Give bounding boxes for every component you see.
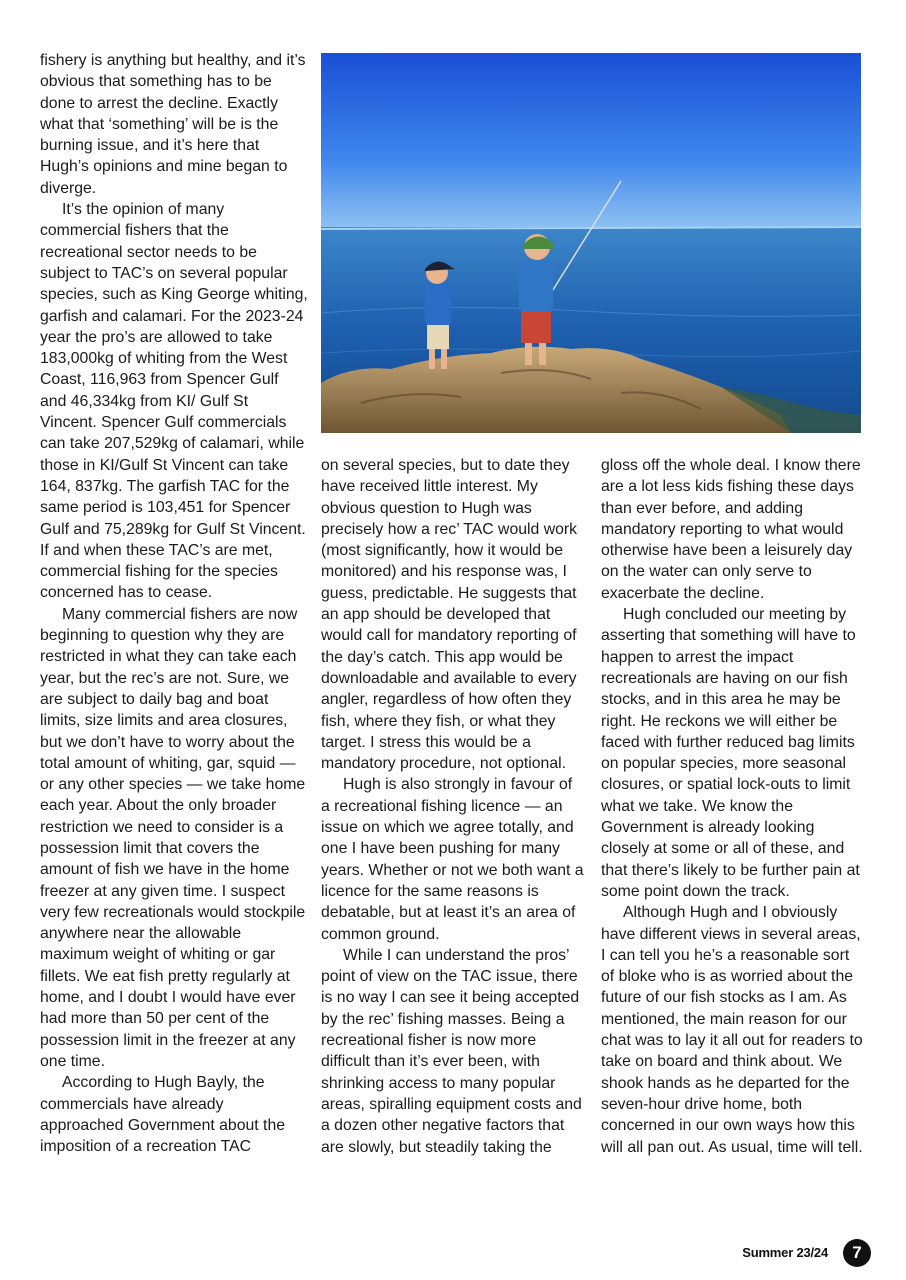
article-column-1 bbox=[40, 50, 308, 1157]
paragraph: gloss off the whole deal. I know there are a lot less kids fishing these days than ever before, and adding mandatory reporting to what would otherwise have been a leisurely day on the water can only serve to exacerbate the decline. bbox=[601, 457, 861, 602]
article-column-3 bbox=[601, 455, 865, 1158]
paragraph: Many commercial fishers are now beginning to question why they are restricted in what they can take each year, but the rec’s are not. Sure, we are subject to daily bag and boat limits, size limits and area closures, but we don’t have to worry about the total amount of whiting, gar, squid — or any other species — we take home each year. About the only broader restriction we need to consider is a possession limit that covers the amount of fish we have in the home freezer at any given time. I suspect very few recreationals would stockpile anywhere near the allowable maximum weight of whiting or gar fillets. We eat fish pretty regularly at home, and I doubt I would have ever had more than 50 per cent of the possession limit in the freezer at any one time. bbox=[40, 605, 306, 1070]
paragraph: on several species, but to date they have received little interest. My obvious question to Hugh was precisely how a rec’ TAC would work (most significantly, how it would be monitored) and his response was, I guess, predictable. He suggests that an app should be developed that would call for mandatory reporting of the day’s catch. This app would be downloadable and available to every angler, regardless of how often they fish, where they fish, or what they target. I stress this would be a mandatory procedure, not optional. bbox=[321, 457, 578, 773]
kids-fishing-photo bbox=[321, 53, 861, 433]
sky bbox=[321, 53, 861, 229]
paragraph: Although Hugh and I obviously have different views in several areas, I can tell you he’s a reasonable sort of bloke who is as worried about the future of our fish stocks as I am. As mentioned, the main reason for our chat was to lay it all out for readers to take on board and think about. We shook hands as he departed for the seven-hour drive home, both concerned in our own ways how this will all pan out. As usual, time will tell. bbox=[601, 904, 863, 1156]
paragraph: According to Hugh Bayly, the commercials have already approached Government about the imposition of a recreation TAC bbox=[40, 1074, 286, 1156]
paragraph: fishery is anything but healthy, and it’s obvious that something has to be done to arrest the decline. Exactly what that ‘something’ will be is the burning issue, and it’s here that Hugh’s opinions and mine began to diverge. bbox=[40, 52, 306, 197]
paragraph: Hugh concluded our meeting by asserting that something will have to happen to arrest the impact recreationals are having on our fish stocks, and in this area he may be right. He reckons we will either be faced with further reduced bag limits on popular species, more seasonal closures, or spatial lock-outs to limit what we take. We know the Government is already looking closely at some or all of these, and that there’s likely to be further pain at some point down the track. bbox=[601, 606, 860, 900]
paragraph: It’s the opinion of many commercial fishers that the recreational sector needs to be subject to TAC’s on several popular species, such as King George whiting, garfish and calamari. For the 2023-24 year the pro’s are allowed to take 183,000kg of whiting from the West Coast, 116,963 from Spencer Gulf and 46,334kg from KI/ Gulf St Vincent. Spencer Gulf commercials can take 207,529kg of calamari, while those in KI/Gulf St Vincent can take 164, 837kg. The garfish TAC for the same period is 103,451 for Spencer Gulf and 75,289kg for Gulf St Vincent. If and when these TAC’s are met, commercial fishing for the species concerned has to cease. bbox=[40, 201, 308, 602]
issue-label: Summer 23/24 bbox=[742, 1245, 828, 1260]
paragraph: Hugh is also strongly in favour of a recreational fishing licence — an issue on which we agree totally, and one I have been pushing for many years. Whether or not we both want a licence for the same reasons is debatable, but at least it’s an area of common ground. bbox=[321, 776, 584, 943]
page-number-badge: 7 bbox=[843, 1239, 871, 1267]
article-column-2 bbox=[321, 455, 585, 1158]
paragraph: While I can understand the pros’ point of view on the TAC issue, there is no way I can see it being accepted by the rec’ fishing masses. Being a recreational fisher is now more difficult than it’s ever been, with shrinking access to many popular areas, spiralling equipment costs and a dozen other negative factors that are slowly, but steadily taking the bbox=[321, 946, 582, 1156]
